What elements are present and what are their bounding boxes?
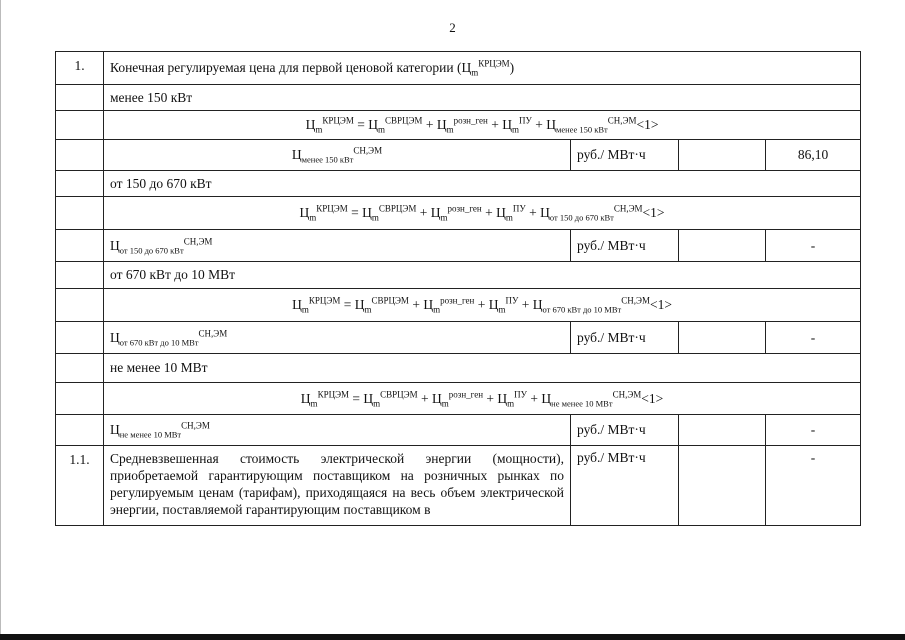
group-0-f-note: <1> [636,117,659,132]
group-0-f-plus3: + [535,117,543,132]
group-1-number-cell-3 [56,230,104,262]
row-1-title-text: Конечная регулируемая цена для первой ценовой категории ( [110,60,462,75]
group-1-f-pu-symbol: Ц [496,205,506,220]
group-2-number-cell-3 [56,322,104,354]
group-2-f-pu-sub: m [498,304,506,315]
group-0-number-cell-2 [56,111,104,140]
group-3-f-pu-sup: ПУ [514,389,528,399]
group-1-formula [104,197,861,230]
group-3-empty [679,415,766,446]
group-2-param-sub: от 670 кВт до 10 МВт [119,337,199,348]
group-2-f-krcem-sub: m [301,304,309,315]
group-3-f-plus3: + [530,390,539,406]
group-3-value-row [56,415,861,446]
group-1-param-name [104,230,571,262]
group-3-f-pu-sub: m [507,398,515,409]
tariff-table [55,51,861,526]
group-0-value: 86,10 [766,140,861,171]
group-3-header: не менее 10 МВт [104,354,861,383]
group-3-f-plus2: + [486,390,495,406]
group-1-f-svrcem-sup: СВРЦЭМ [378,203,417,214]
group-2-f-rozn-symbol: Ц [423,297,434,312]
group-2-f-svrcem-symbol: Ц [354,297,365,312]
group-3-param-name [104,415,571,446]
group-1-f-plus2: + [485,205,493,220]
group-0-value-row [56,140,861,171]
group-2-f-sn-symbol: Ц [532,297,543,312]
group-3-header-row [56,354,861,383]
group-0-f-plus2: + [491,117,499,132]
scan-bottom-edge [0,634,905,640]
group-0-param-symbol: Ц [291,147,302,162]
group-3-f-note: <1> [641,390,664,406]
group-2-number-cell [56,262,104,289]
group-2-param-name [104,322,571,354]
group-0-f-rozn-symbol: Ц [436,117,447,132]
group-1-f-plus1: + [419,205,428,220]
row-1-1-value: - [766,446,861,526]
group-2-f-sn-sup: СН,ЭМ [621,295,650,306]
group-2-number-cell-2 [56,289,104,322]
group-0-f-pu-sup: ПУ [518,115,532,126]
row-1-number: 1. [56,52,104,85]
row-1-1-unit: руб./ МВт·ч [571,446,679,526]
group-2-f-rozn-sub: m [433,304,441,315]
row-1-title-sub: m [471,67,479,78]
group-1-f-note: <1> [642,205,665,220]
group-2-f-sn-sub: от 670 кВт до 10 МВт [542,304,622,315]
group-0-header: менее 150 кВт [104,85,861,111]
page-number: 2 [449,20,456,35]
group-3-f-sn-sub: не менее 10 МВт [551,398,613,409]
group-1-number-cell-2 [56,197,104,230]
group-1-empty [679,230,766,262]
group-1-param-sup: СН,ЭМ [183,236,213,246]
group-2-f-rozn-sup: розн_ген [440,295,475,306]
group-3-param-sup: СН,ЭМ [181,420,210,431]
group-0-f-sn-symbol: Ц [546,117,556,132]
group-1-header: от 150 до 670 кВт [104,171,861,197]
group-1-f-pu-sup: ПУ [512,203,526,214]
group-3-formula [104,383,861,415]
tariff-table-body [56,52,861,526]
group-3-f-svrcem-sup: СВРЦЭМ [380,389,418,399]
group-3-f-plus1: + [421,390,429,406]
group-2-unit: руб./ МВт·ч [571,322,679,354]
group-1-f-krcem-sub: m [309,212,317,223]
group-0-param-sub: менее 150 кВт [301,154,354,165]
group-1-param-sub: от 150 до 670 кВт [119,245,184,256]
group-0-f-krcem-sub: m [315,124,323,135]
group-1-f-rozn-symbol: Ц [430,205,441,220]
group-2-header: от 670 кВт до 10 МВт [104,262,861,289]
group-3-value: - [766,415,861,446]
group-2-f-svrcem-sup: СВРЦЭМ [371,295,409,306]
group-2-f-svrcem-sub: m [364,304,372,315]
group-2-f-pu-symbol: Ц [488,297,499,312]
row-1-1-text: Средневзвешенная стоимость электрической энергии (мощности), приобретаемой гарантирующим поставщиком на розничных рынках по регулируемым ценам (тарифам), приходящаяся на весь объем электрической энергии, поставляемой гарантирующим поставщиком в [104,446,571,526]
group-1-f-eq: = [351,205,359,220]
group-0-f-eq: = [357,117,365,132]
group-3-number-cell [56,354,104,383]
group-3-param-symbol: Ц [110,422,120,437]
group-1-f-rozn-sup: розн_ген [447,203,482,214]
group-0-f-sn-sup: СН,ЭМ [607,115,637,126]
group-1-f-svrcem-symbol: Ц [362,205,372,220]
group-0-empty [679,140,766,171]
group-2-empty [679,322,766,354]
group-0-f-pu-sub: m [511,124,519,135]
group-3-f-rozn-sub: m [441,398,449,409]
group-0-f-svrcem-symbol: Ц [368,117,378,132]
group-1-f-pu-sub: m [505,212,513,223]
group-2-param-symbol: Ц [110,329,120,345]
group-3-param-sub: не менее 10 МВт [119,429,182,440]
group-3-f-sn-sup: СН,ЭМ [612,389,642,399]
group-1-formula-row [56,197,861,230]
group-2-value-row [56,322,861,354]
group-3-f-krcem-sup: КРЦЭМ [317,389,350,399]
group-3-number-cell-2 [56,383,104,415]
group-1-f-plus3: + [529,205,537,220]
group-1-value: - [766,230,861,262]
group-1-header-row [56,171,861,197]
group-2-f-krcem-sup: КРЦЭМ [308,295,341,306]
group-0-number-cell [56,85,104,111]
group-3-f-svrcem-symbol: Ц [363,390,374,406]
group-2-header-row [56,262,861,289]
scan-left-edge [0,0,1,640]
group-1-value-row [56,230,861,262]
group-0-formula-row [56,111,861,140]
group-0-number-cell-3 [56,140,104,171]
row-1-title-sup: КРЦЭМ [478,58,510,69]
group-0-f-rozn-sup: розн_ген [453,115,488,126]
group-3-f-eq: = [352,390,361,406]
group-2-value: - [766,322,861,354]
row-1-title [104,52,861,85]
group-1-f-krcem-symbol: Ц [299,205,310,220]
row-1 [56,52,861,85]
group-1-param-symbol: Ц [110,237,120,253]
group-2-f-plus3: + [521,297,530,312]
group-2-f-note: <1> [649,297,672,312]
group-1-unit: руб./ МВт·ч [571,230,679,262]
group-3-f-sn-symbol: Ц [541,390,552,406]
group-1-f-sn-sup: СН,ЭМ [613,203,643,214]
group-1-f-sn-sub: от 150 до 670 кВт [549,212,614,223]
group-1-number-cell [56,171,104,197]
group-3-f-svrcem-sub: m [373,398,381,409]
group-0-f-krcem-symbol: Ц [305,117,316,132]
row-1-title-close: ) [509,60,515,75]
group-0-header-row [56,85,861,111]
row-1-1 [56,446,861,526]
group-2-formula [104,289,861,322]
row-1-title-symbol: Ц [461,60,472,75]
group-0-formula [104,111,861,140]
group-3-number-cell-3 [56,415,104,446]
group-3-formula-row [56,383,861,415]
group-2-f-pu-sup: ПУ [505,295,519,306]
group-2-f-plus2: + [477,297,486,312]
group-3-f-rozn-sup: розн_ген [448,389,484,399]
row-1-1-number: 1.1. [56,446,104,526]
group-0-f-krcem-sup: КРЦЭМ [322,115,354,126]
group-0-param-sup: СН,ЭМ [353,145,383,156]
row-1-1-empty [679,446,766,526]
group-0-f-svrcem-sub: m [377,124,385,135]
group-0-param-name [104,140,571,171]
group-0-f-rozn-sub: m [446,124,454,135]
group-3-f-krcem-symbol: Ц [300,390,311,406]
group-2-f-plus1: + [412,297,420,312]
group-3-f-pu-symbol: Ц [497,390,508,406]
group-2-f-krcem-symbol: Ц [292,297,302,312]
group-2-f-eq: = [343,297,352,312]
group-1-f-sn-symbol: Ц [540,205,550,220]
group-3-unit: руб./ МВт·ч [571,415,679,446]
group-0-f-svrcem-sup: СВРЦЭМ [384,115,423,126]
group-1-f-svrcem-sub: m [371,212,379,223]
group-0-f-plus1: + [425,117,434,132]
group-2-param-sup: СН,ЭМ [198,328,228,338]
group-1-f-krcem-sup: КРЦЭМ [316,203,348,214]
group-1-f-rozn-sub: m [440,212,448,223]
group-0-unit: руб./ МВт·ч [571,140,679,171]
group-3-f-rozn-symbol: Ц [432,390,442,406]
group-0-f-sn-sub: менее 150 кВт [555,124,608,135]
group-3-f-krcem-sub: m [310,398,318,409]
group-2-formula-row [56,289,861,322]
group-0-f-pu-symbol: Ц [502,117,512,132]
